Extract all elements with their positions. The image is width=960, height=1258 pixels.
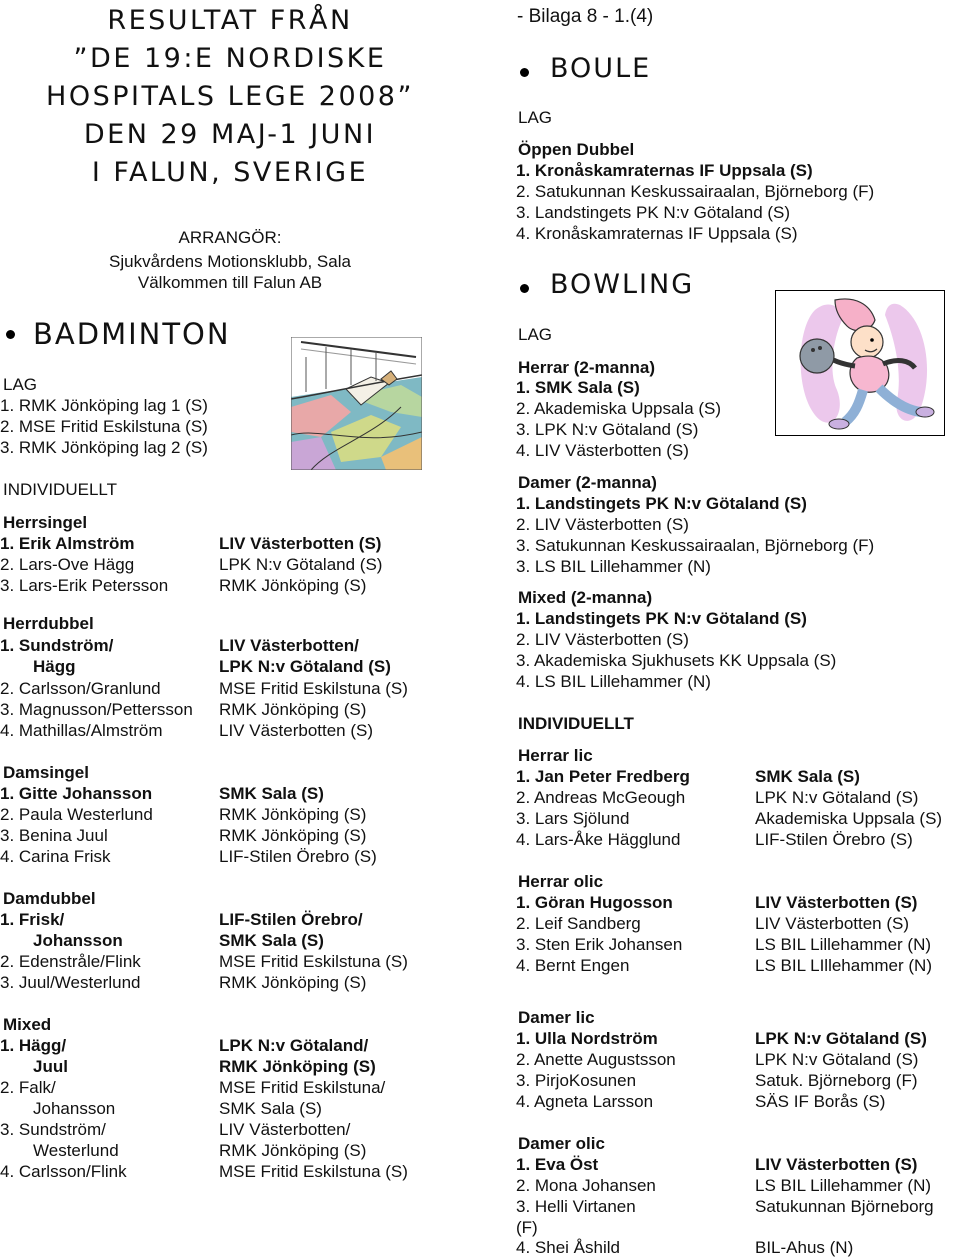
list-item: 2. MSE Fritid Eskilstuna (S) bbox=[0, 417, 208, 436]
table-row-name: 1. Hägg/ bbox=[0, 1036, 67, 1055]
table-row-club: RMK Jönköping (S) bbox=[219, 805, 367, 824]
table-row-club: LIV Västerbotten (S) bbox=[755, 1155, 918, 1174]
bullet-icon bbox=[520, 68, 529, 77]
list-item: 4. LIV Västerbotten (S) bbox=[516, 441, 689, 460]
title-line-1: RESULTAT FRÅN bbox=[107, 5, 353, 36]
table-row-name: 3. Lars-Erik Petersson bbox=[0, 576, 169, 595]
table-row-club: RMK Jönköping (S) bbox=[219, 1141, 367, 1160]
list-item: 2. Akademiska Uppsala (S) bbox=[516, 399, 722, 418]
table-row-name: 1. Erik Almström bbox=[0, 534, 135, 553]
organizer-name: Sjukvårdens Motionsklubb, Sala bbox=[109, 252, 351, 271]
table-row-name: 3. Lars Sjölund bbox=[516, 809, 630, 828]
table-row-name: 2. Lars-Ove Hägg bbox=[0, 555, 135, 574]
table-row-club: MSE Fritid Eskilstuna (S) bbox=[219, 952, 408, 971]
table-row-name: 1. Jan Peter Fredberg bbox=[516, 767, 690, 786]
table-row-club: MSE Fritid Eskilstuna/ bbox=[219, 1078, 386, 1097]
table-row-club: Satuk. Björneborg (F) bbox=[755, 1071, 918, 1090]
table-row-name: 4. Agneta Larsson bbox=[516, 1092, 654, 1111]
table-row-name: 2. Andreas McGeough bbox=[516, 788, 686, 807]
list-item: 4. Kronåskamraternas IF Uppsala (S) bbox=[516, 224, 798, 243]
table-row-club: LS BIL Lillehammer (N) bbox=[755, 1176, 932, 1195]
table-row-name: 1. Göran Hugosson bbox=[516, 893, 673, 912]
table-row-club: RMK Jönköping (S) bbox=[219, 700, 367, 719]
list-item: 2. LIV Västerbotten (S) bbox=[516, 630, 689, 649]
table-row-club: LIV Västerbotten/ bbox=[219, 636, 359, 655]
table-row-club: SMK Sala (S) bbox=[219, 931, 324, 950]
table-row-name: 4. Shei Åshild bbox=[516, 1238, 620, 1257]
table-row-club: LPK N:v Götaland (S) bbox=[219, 555, 383, 574]
table-row-club: LS BIL LIllehammer (N) bbox=[755, 956, 932, 975]
list-item: 1. SMK Sala (S) bbox=[516, 378, 640, 397]
table-row-name: 3. Helli Virtanen bbox=[516, 1197, 636, 1216]
list-item: 2. LIV Västerbotten (S) bbox=[516, 515, 689, 534]
table-row-name: 3. Juul/Westerlund bbox=[0, 973, 141, 992]
table-row-name: 2. Paula Westerlund bbox=[0, 805, 153, 824]
table-row-name: 1. Frisk/ bbox=[0, 910, 65, 929]
list-item: 1. RMK Jönköping lag 1 (S) bbox=[0, 396, 208, 415]
table-row-name: 2. Carlsson/Granlund bbox=[0, 679, 161, 698]
table-row-club: RMK Jönköping (S) bbox=[219, 576, 367, 595]
table-row-club: RMK Jönköping (S) bbox=[219, 826, 367, 845]
badminton-lag-label: LAG bbox=[3, 375, 38, 394]
table-row-club: LIF-Stilen Örebro/ bbox=[219, 910, 363, 929]
table-row-club: LIV Västerbotten (S) bbox=[755, 893, 918, 912]
bullet-icon bbox=[6, 330, 15, 339]
list-item: 1. Landstingets PK N:v Götaland (S) bbox=[516, 609, 807, 628]
table-row-club: LIV Västerbotten (S) bbox=[219, 534, 382, 553]
title-line-2: ”DE 19:E NORDISKE bbox=[73, 43, 387, 74]
table-row-name: 1. Gitte Johansson bbox=[0, 784, 153, 803]
table-row-name: Johansson bbox=[33, 931, 123, 950]
table-row-name: 3. Benina Juul bbox=[0, 826, 108, 845]
table-row-club: LIV Västerbotten (S) bbox=[219, 721, 374, 740]
table-row-name: 3. Sten Erik Johansen bbox=[516, 935, 683, 954]
list-item: 3. LPK N:v Götaland (S) bbox=[516, 420, 699, 439]
table-row-club: LPK N:v Götaland (S) bbox=[755, 1029, 927, 1048]
bowling-clipart-icon bbox=[775, 290, 945, 436]
list-item: 3. LS BIL Lillehammer (N) bbox=[516, 557, 711, 576]
damsingel-heading: Damsingel bbox=[3, 763, 89, 782]
bowling-title: BOWLING bbox=[550, 269, 695, 300]
bullet-icon bbox=[520, 284, 529, 293]
table-row-club: Akademiska Uppsala (S) bbox=[755, 809, 943, 828]
bowling-individuellt-label: INDIVIDUELLT bbox=[518, 714, 634, 733]
table-row-name: 4. Bernt Engen bbox=[516, 956, 630, 975]
table-row-name: 2. Falk/ bbox=[0, 1078, 56, 1097]
title-line-5: I FALUN, SVERIGE bbox=[91, 157, 369, 188]
bowling-herrar-par-heading: Herrar (2-manna) bbox=[518, 358, 655, 377]
table-row-club: RMK Jönköping (S) bbox=[219, 973, 367, 992]
table-row-name: 4. Carlsson/Flink bbox=[0, 1162, 127, 1181]
list-item: 3. Akademiska Sjukhusets KK Uppsala (S) bbox=[516, 651, 837, 670]
table-row-club: LIV Västerbotten/ bbox=[219, 1120, 351, 1139]
list-item: 3. Landstingets PK N:v Götaland (S) bbox=[516, 203, 791, 222]
mixed-heading: Mixed bbox=[3, 1015, 52, 1034]
list-item: 1. Kronåskamraternas IF Uppsala (S) bbox=[516, 161, 813, 180]
boule-lag-label: LAG bbox=[518, 108, 553, 127]
badminton-title: BADMINTON bbox=[33, 317, 231, 351]
title-line-3: HOSPITALS LEGE 2008” bbox=[46, 81, 414, 112]
badminton-clipart-icon bbox=[291, 337, 422, 470]
herrar-lic-heading: Herrar lic bbox=[518, 746, 593, 765]
appendix-label: - Bilaga 8 - 1.(4) bbox=[517, 6, 654, 27]
table-row-name: 2. Mona Johansen bbox=[516, 1176, 656, 1195]
table-row-club: LPK N:v Götaland (S) bbox=[219, 657, 391, 676]
herrsingel-heading: Herrsingel bbox=[3, 513, 88, 532]
table-row-name: 2. Anette Augustsson bbox=[516, 1050, 676, 1069]
list-item: 1. Landstingets PK N:v Götaland (S) bbox=[516, 494, 807, 513]
table-row-club: LIF-Stilen Örebro (S) bbox=[219, 847, 377, 866]
organizer-welcome: Välkommen till Falun AB bbox=[137, 273, 323, 292]
table-row-name: 3. PirjoKosunen bbox=[516, 1071, 637, 1090]
damer-olic-heading: Damer olic bbox=[518, 1134, 605, 1153]
table-row-club: LPK N:v Götaland (S) bbox=[755, 788, 919, 807]
table-row-name: 1. Eva Öst bbox=[516, 1155, 599, 1174]
table-row-name: Juul bbox=[33, 1057, 68, 1076]
table-row-name: 2. Leif Sandberg bbox=[516, 914, 641, 933]
damer-lic-heading: Damer lic bbox=[518, 1008, 595, 1027]
table-row-club: MSE Fritid Eskilstuna (S) bbox=[219, 1162, 408, 1181]
bowling-damer-par-heading: Damer (2-manna) bbox=[518, 473, 657, 492]
table-row-name: (F) bbox=[516, 1218, 538, 1237]
table-row-club: Satukunnan Björneborg bbox=[755, 1197, 934, 1216]
list-item: 3. RMK Jönköping lag 2 (S) bbox=[0, 438, 208, 457]
list-item: 2. Satukunnan Keskussairaalan, Björneborg (F) bbox=[516, 182, 875, 201]
boule-title: BOULE bbox=[550, 53, 652, 84]
table-row-name: 3. Sundström/ bbox=[0, 1120, 106, 1139]
badminton-individuellt-label: INDIVIDUELLT bbox=[3, 480, 117, 499]
herrdubbel-heading: Herrdubbel bbox=[3, 614, 94, 633]
table-row-club: MSE Fritid Eskilstuna (S) bbox=[219, 679, 408, 698]
table-row-name: 4. Carina Frisk bbox=[0, 847, 111, 866]
organizer-heading: ARRANGÖR: bbox=[178, 228, 282, 247]
table-row-club: BIL-Ahus (N) bbox=[755, 1238, 854, 1257]
table-row-club: LPK N:v Götaland (S) bbox=[755, 1050, 919, 1069]
table-row-name: 1. Sundström/ bbox=[0, 636, 114, 655]
bowling-mixed-par-heading: Mixed (2-manna) bbox=[518, 588, 653, 607]
table-row-name: 4. Lars-Åke Hägglund bbox=[516, 830, 681, 849]
table-row-club: SMK Sala (S) bbox=[219, 784, 324, 803]
table-row-name: 3. Magnusson/Pettersson bbox=[0, 700, 193, 719]
table-row-club: SMK Sala (S) bbox=[755, 767, 860, 786]
herrar-olic-heading: Herrar olic bbox=[518, 872, 604, 891]
bowling-lag-label: LAG bbox=[518, 325, 553, 344]
table-row-club: LIF-Stilen Örebro (S) bbox=[755, 830, 913, 849]
table-row-name: 1. Ulla Nordström bbox=[516, 1029, 658, 1048]
table-row-club: LIV Västerbotten (S) bbox=[755, 914, 910, 933]
table-row-name: Hägg bbox=[33, 657, 76, 676]
table-row-club: RMK Jönköping (S) bbox=[219, 1057, 376, 1076]
table-row-club: SMK Sala (S) bbox=[219, 1099, 322, 1118]
list-item: 3. Satukunnan Keskussairaalan, Björneborg (F) bbox=[516, 536, 875, 555]
table-row-name: 2. Edenstråle/Flink bbox=[0, 952, 141, 971]
boule-heading: Öppen Dubbel bbox=[518, 140, 635, 159]
table-row-name: Johansson bbox=[33, 1099, 116, 1118]
table-row-club: LS BIL Lillehammer (N) bbox=[755, 935, 932, 954]
table-row-name: 4. Mathillas/Almström bbox=[0, 721, 163, 740]
table-row-club: SÄS IF Borås (S) bbox=[755, 1092, 886, 1111]
table-row-name: Westerlund bbox=[33, 1141, 119, 1160]
list-item: 4. LS BIL Lillehammer (N) bbox=[516, 672, 711, 691]
table-row-club: LPK N:v Götaland/ bbox=[219, 1036, 369, 1055]
damdubbel-heading: Damdubbel bbox=[3, 889, 96, 908]
title-line-4: DEN 29 MAJ-1 JUNI bbox=[83, 119, 377, 150]
